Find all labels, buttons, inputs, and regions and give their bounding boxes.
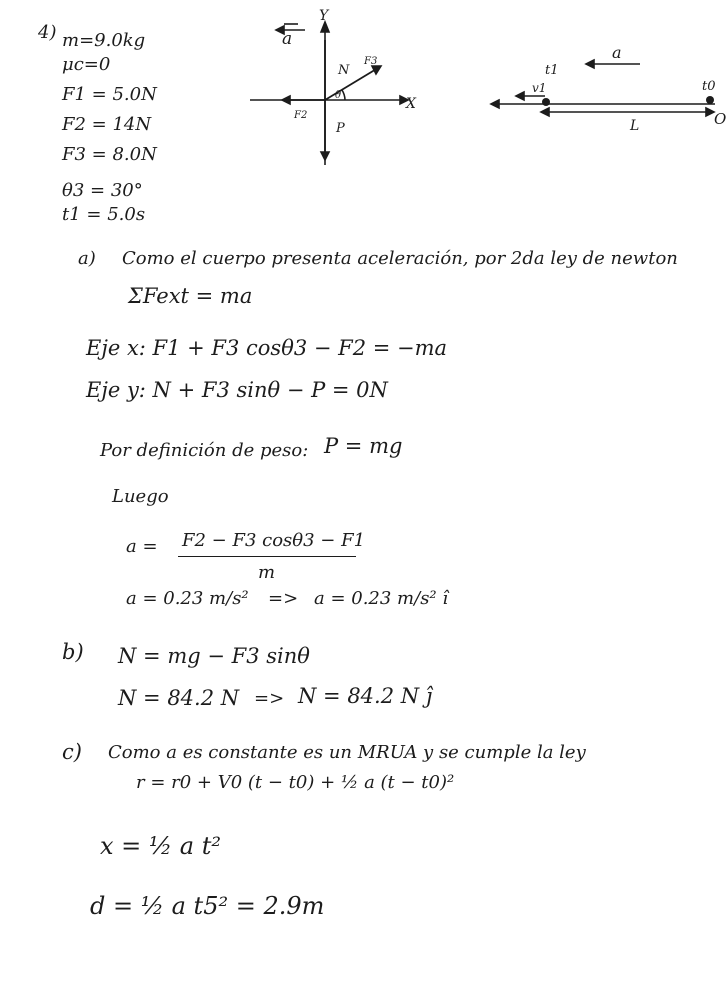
x-axis-label: X: [406, 96, 416, 112]
weight-def: P = mg: [324, 434, 403, 458]
accel-lhs: a =: [126, 536, 158, 557]
normal-value: N = 84.2 N: [118, 686, 240, 710]
motion-equation: r = r0 + V0 (t − t0) + ½ a (t − t0)²: [136, 772, 455, 793]
normal-label: N: [338, 63, 350, 78]
v1-label: v1: [532, 81, 547, 95]
given-theta: θ3 = 30°: [62, 180, 143, 201]
problem-number: 4): [38, 22, 57, 43]
weight-label: P: [336, 121, 345, 136]
eq-axis-x: Eje x: F1 + F3 cosθ3 − F2 = −ma: [86, 336, 448, 360]
body-at-t1: [542, 98, 550, 106]
part-b-label: b): [62, 640, 84, 664]
given-time: t1 = 5.0s: [62, 204, 146, 225]
origin-label: O: [714, 110, 727, 128]
part-a-label: a): [78, 248, 96, 269]
given-f3: F3 = 8.0N: [62, 144, 157, 165]
normal-vector: N = 84.2 N ĵ: [298, 684, 433, 708]
y-axis-label: Y: [319, 8, 329, 24]
distance-label: L: [630, 118, 640, 134]
f3-label: F3: [364, 56, 378, 67]
accel-value: a = 0.23 m/s²: [126, 588, 249, 609]
weight-def-text: Por definición de peso:: [100, 440, 309, 461]
accel-label-fbd: a: [282, 29, 293, 49]
accel-implies: =>: [268, 588, 299, 609]
normal-implies: =>: [254, 688, 285, 709]
newton-law: ΣFext = ma: [128, 284, 253, 308]
given-friction: μc=0: [62, 54, 111, 75]
given-f2: F2 = 14N: [62, 114, 152, 135]
position-eq: x = ½ a t²: [100, 832, 221, 860]
part-c-intro: Como a es constante es un MRUA y se cumple la ley: [108, 742, 586, 763]
t0-label: t0: [702, 79, 716, 94]
f2-label: F2: [294, 110, 308, 121]
given-f1: F1 = 5.0N: [62, 84, 157, 105]
accel-numerator: F2 − F3 cosθ3 − F1: [182, 530, 366, 551]
accel-label-motion: a: [612, 43, 622, 62]
body-at-t0: [706, 96, 714, 104]
fraction-bar: [178, 556, 356, 557]
accel-denominator: m: [258, 562, 276, 583]
part-a-intro: Como el cuerpo presenta aceleración, por 2da ley de newton: [122, 248, 678, 269]
given-mass: m=9.0kg: [62, 30, 146, 51]
t1-label: t1: [545, 63, 559, 78]
normal-eq: N = mg − F3 sinθ: [118, 644, 310, 668]
luego-label: Luego: [112, 486, 169, 507]
part-c-label: c): [62, 740, 82, 764]
eq-axis-y: Eje y: N + F3 sinθ − P = 0N: [86, 378, 388, 402]
accel-vector: a = 0.23 m/s² î: [314, 588, 449, 609]
distance-eq: d = ½ a t5² = 2.9m: [90, 892, 325, 920]
angle-label: θ: [335, 90, 342, 101]
